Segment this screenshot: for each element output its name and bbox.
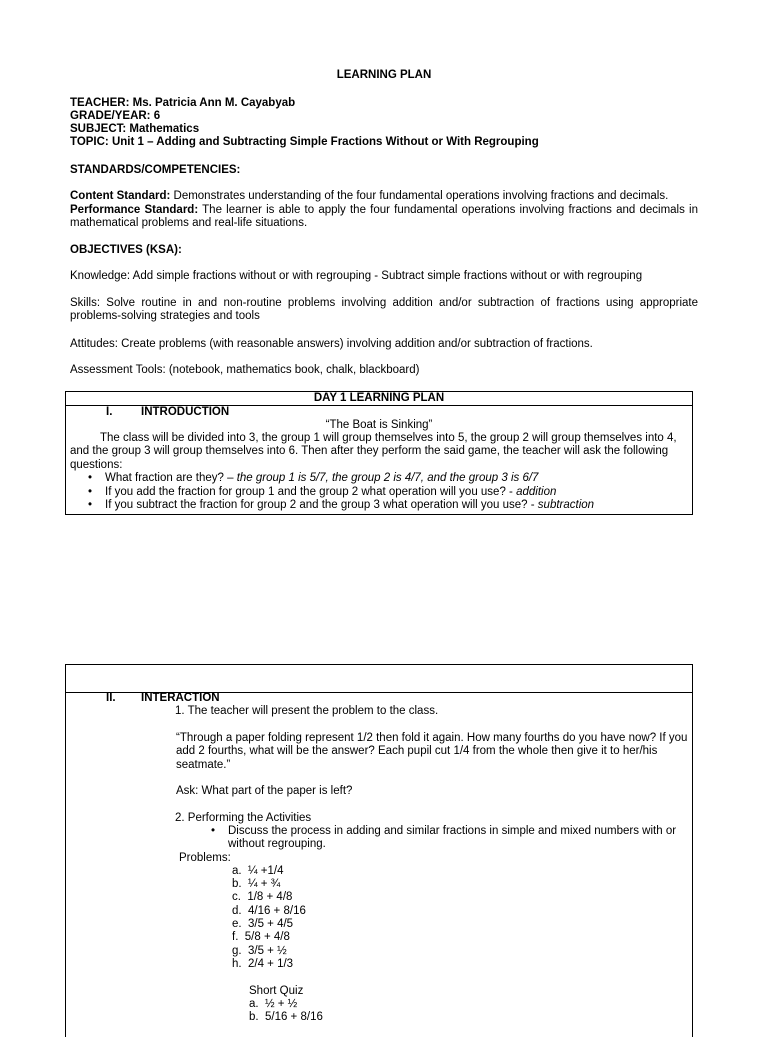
content-standard-text: Demonstrates understanding of the four fundamental operations involving fractions and decimals. — [170, 190, 669, 202]
question-1-answer: the group 1 is 5/7, the group 2 is 4/7, and the group 3 is 6/7 — [236, 472, 539, 484]
standards-heading: STANDARDS/COMPETENCIES: — [70, 164, 241, 176]
short-quiz-label: Short Quiz — [249, 985, 304, 997]
performance-standard-label: Performance Standard: — [70, 204, 199, 216]
quiz-text: ½ + ½ — [264, 998, 298, 1010]
subject-line: SUBJECT: Mathematics — [70, 123, 200, 135]
problem-letter: g. — [232, 945, 242, 957]
problem-letter: f. — [232, 931, 239, 943]
teacher-line: TEACHER: Ms. Patricia Ann M. Cayabyab — [70, 97, 296, 109]
problem-letter: b. — [232, 878, 242, 890]
quiz-letter: b. — [249, 1011, 259, 1023]
problem-item — [232, 958, 293, 971]
problems-label: Problems: — [179, 852, 231, 864]
question-2-text: If you add the fraction for group 1 and the group 2 what operation will you use? - — [105, 486, 517, 498]
problem-text: 3/5 + 4/5 — [247, 918, 294, 930]
question-1 — [105, 472, 538, 485]
objectives-heading: OBJECTIVES (KSA): — [70, 244, 182, 256]
introduction-title: INTRODUCTION — [141, 406, 230, 418]
topic-line: TOPIC: Unit 1 – Adding and Subtracting Simple Fractions Without or With Regrouping — [70, 136, 539, 148]
interaction-box — [65, 664, 693, 1037]
question-3-answer: subtraction — [537, 499, 595, 511]
step-2: 2. Performing the Activities — [175, 812, 312, 824]
interaction-number: II. — [106, 692, 116, 704]
problem-item — [232, 865, 283, 878]
question-2 — [105, 486, 556, 499]
problem-text: 4/16 + 8/16 — [247, 905, 306, 917]
content-standard — [70, 190, 698, 203]
paper-folding-problem: “Through a paper folding represent 1/2 then fold it again. How many fourths do you have now? If you add 2 fourths, what will be the answer? Each pupil cut 1/4 from the whole then give it to her/his seatmate.” — [176, 732, 688, 771]
interaction-header-row — [66, 665, 692, 693]
problem-text: 3/5 + ½ — [247, 945, 287, 957]
problem-item — [232, 945, 287, 958]
problem-letter: h. — [232, 958, 242, 970]
content-standard-label: Content Standard: — [70, 190, 171, 202]
problem-item — [232, 878, 280, 891]
game-title: “The Boat is Sinking” — [325, 419, 433, 431]
problem-text: 1/8 + 4/8 — [247, 891, 293, 903]
problem-item — [232, 918, 293, 931]
problem-item — [232, 905, 306, 918]
attitudes-text: Attitudes: Create problems (with reasonable answers) involving addition and/or subtraction of fractions. — [70, 338, 593, 350]
problem-letter: a. — [232, 865, 242, 877]
problem-letter: c. — [232, 891, 241, 903]
interaction-title: INTERACTION — [141, 692, 220, 704]
question-3-text: If you subtract the fraction for group 2 and the group 3 what operation will you use? - — [105, 499, 538, 511]
problem-item — [232, 891, 292, 904]
step-1: 1. The teacher will present the problem to the class. — [175, 705, 439, 717]
day1-header: DAY 1 LEARNING PLAN — [66, 392, 692, 406]
introduction-paragraph: The class will be divided into 3, the group 1 will group themselves into 5, the group 2 will group themselves into 4, and the group 3 will group themselves into 6. Then after they perform the said game, the teacher will ask the following questions: — [70, 432, 677, 471]
problem-text: ¼ + ¾ — [247, 878, 281, 890]
skills-text: Skills: Solve routine in and non-routine problems involving addition and/or subtraction of fractions using appropriate problems-solving strategies and tools — [70, 297, 698, 323]
grade-line: GRADE/YEAR: 6 — [70, 110, 161, 122]
knowledge-text: Knowledge: Add simple fractions without or with regrouping - Subtract simple fractions without or with regrouping — [70, 270, 643, 282]
question-3 — [105, 499, 594, 512]
problem-item — [232, 931, 290, 944]
assessment-text: Assessment Tools: (notebook, mathematics book, chalk, blackboard) — [70, 364, 420, 376]
quiz-item — [249, 998, 297, 1011]
problem-letter: e. — [232, 918, 242, 930]
problem-text: ¼ +1/4 — [247, 865, 284, 877]
introduction-number: I. — [106, 406, 113, 418]
ask-text: Ask: What part of the paper is left? — [176, 785, 353, 797]
question-1-text: What fraction are they? – — [105, 472, 237, 484]
quiz-item — [249, 1011, 323, 1024]
day1-plan-box — [65, 391, 693, 515]
discussion-bullet: • Discuss the process in adding and similar fractions in simple and mixed numbers with or without regrouping. — [228, 825, 688, 852]
problem-text: 2/4 + 1/3 — [247, 958, 294, 970]
problem-text: 5/8 + 4/8 — [244, 931, 290, 943]
quiz-letter: a. — [249, 998, 259, 1010]
problem-letter: d. — [232, 905, 242, 917]
page-title: LEARNING PLAN — [336, 69, 432, 81]
performance-standard-text: The learner is able to apply the four fundamental operations involving fractions and decimals in mathematical problems and real-life situations. — [70, 204, 698, 230]
performance-standard — [70, 204, 698, 231]
question-2-answer: addition — [516, 486, 557, 498]
quiz-text: 5/16 + 8/16 — [264, 1011, 323, 1023]
